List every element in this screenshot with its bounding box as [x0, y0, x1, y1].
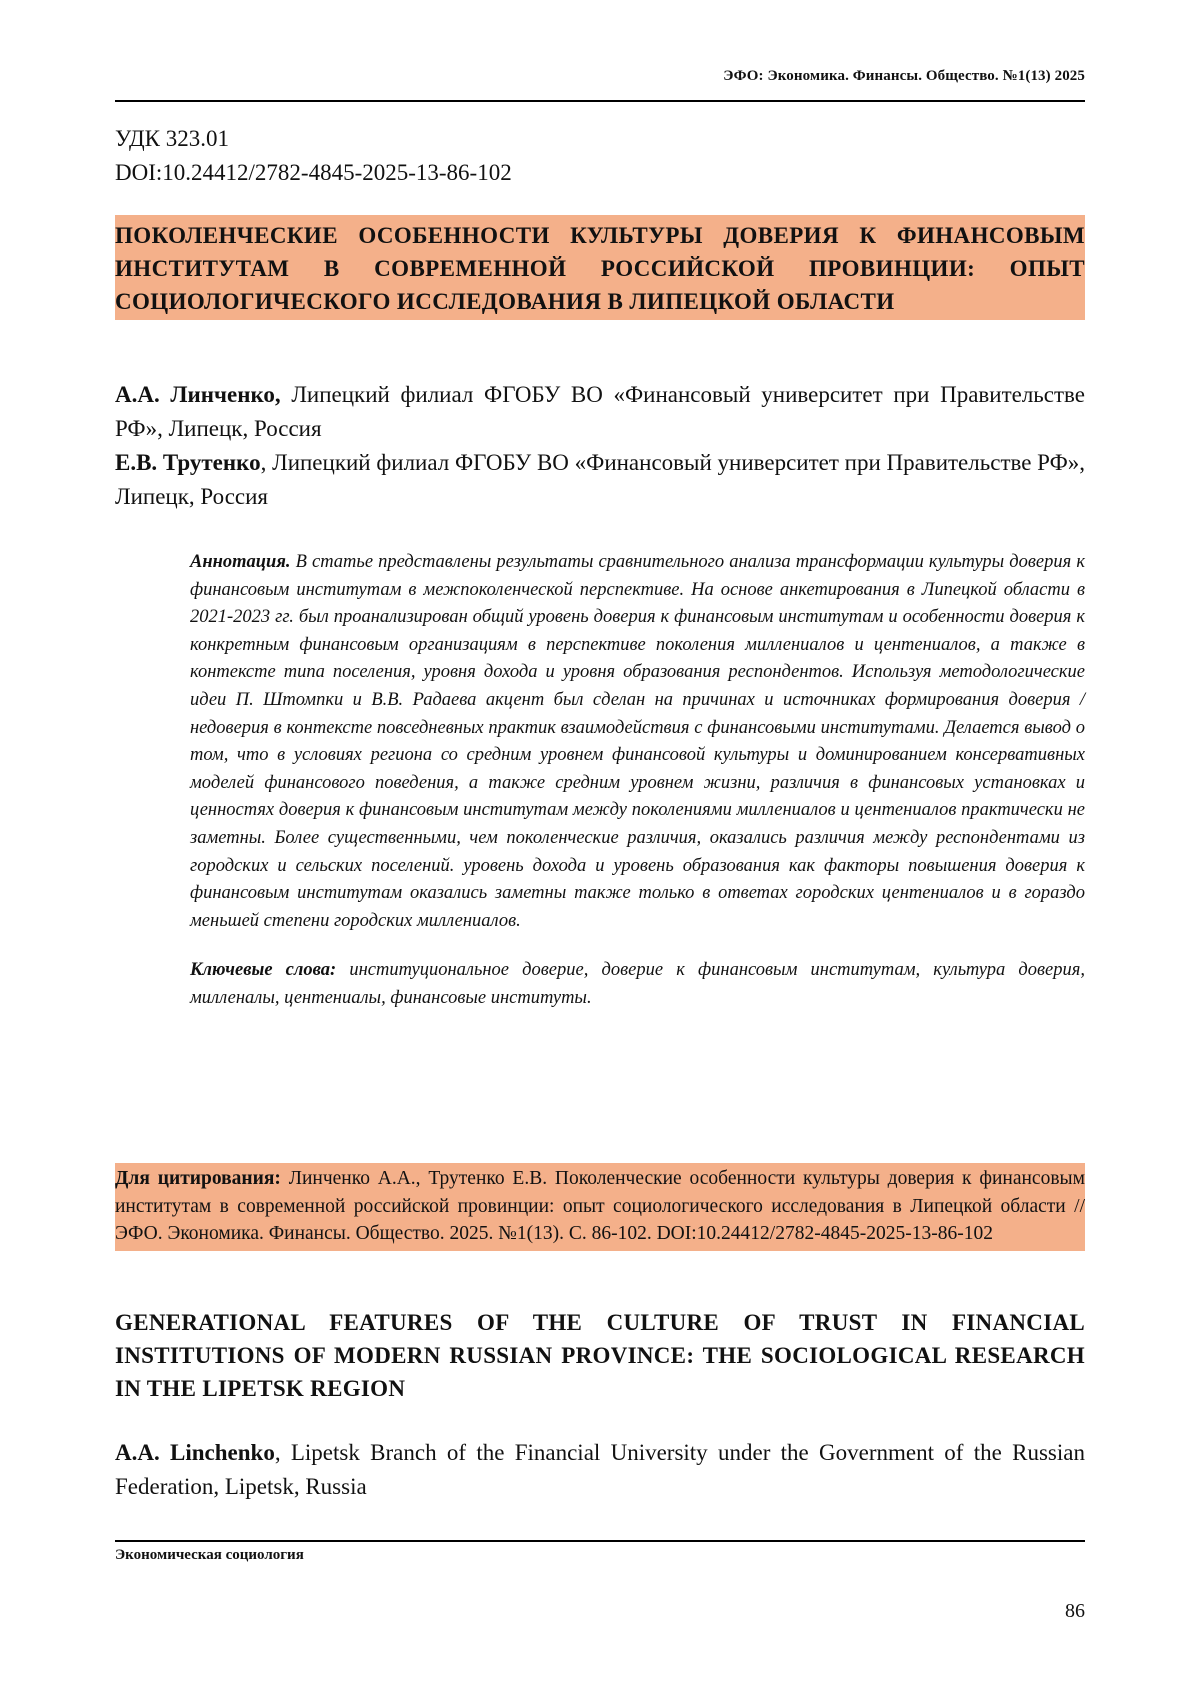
- author-name-en: A.A. Linchenko: [115, 1440, 275, 1465]
- author-affiliation: , Липецкий филиал ФГОБУ ВО «Финансовый университет при Правительстве РФ», Липецк, Россия: [115, 450, 1085, 509]
- author-name: А.А. Линченко,: [115, 382, 281, 407]
- author-affiliation: Липецкий филиал ФГОБУ ВО «Финансовый университет при Правительстве РФ», Липецк, Россия: [115, 382, 1085, 441]
- footer-rule: [115, 1540, 1085, 1542]
- udc-code: УДК 323.01: [115, 122, 512, 156]
- article-title-ru: ПОКОЛЕНЧЕСКИЕ ОСОБЕННОСТИ КУЛЬТУРЫ ДОВЕРИЯ К ФИНАНСОВЫМ ИНСТИТУТАМ В СОВРЕМЕННОЙ РОССИЙСКОЙ ПРОВИНЦИИ: ОПЫТ СОЦИОЛОГИЧЕСКОГО ИССЛЕДОВАНИЯ В ЛИПЕЦКОЙ ОБЛАСТИ: [115, 215, 1085, 320]
- keywords-text: институциональное доверие, доверие к финансовым институтам, культура доверия, милленалы, центениалы, финансовые институты.: [190, 960, 1085, 1008]
- citation-text: Линченко А.А., Трутенко Е.В. Поколенческие особенности культуры доверия к финансовым институтам в современной российской провинции: опыт социологического исследования в Липецкой области // ЭФО. Экономика. Финансы. Общество. 2025. №1(13). С. 86-102. DOI:10.24412/2782-4845-2025-13-86-102: [115, 1168, 1085, 1244]
- journal-running-head: ЭФО: Экономика. Финансы. Общество. №1(13) 2025: [115, 68, 1085, 85]
- section-name: Экономическая социология: [115, 1547, 304, 1564]
- author-name: Е.В. Трутенко: [115, 450, 261, 475]
- authors-ru: [115, 378, 1085, 514]
- citation-block: [115, 1163, 1085, 1251]
- abstract: [190, 549, 1085, 935]
- author-affiliation-en: , Lipetsk Branch of the Financial University under the Government of the Russian Federation, Lipetsk, Russia: [115, 1440, 1085, 1499]
- keywords-label: Ключевые слова:: [190, 960, 336, 980]
- author-en: [115, 1436, 1085, 1504]
- article-title-en: GENERATIONAL FEATURES OF THE CULTURE OF TRUST IN FINANCIAL INSTITUTIONS OF MODERN RUSSIAN PROVINCE: THE SOCIOLOGICAL RESEARCH IN THE LIPETSK REGION: [115, 1306, 1085, 1405]
- identifiers: [115, 122, 512, 190]
- abstract-text: В статье представлены результаты сравнительного анализа трансформации культуры доверия к финансовым институтам в межпоколенческой перспективе. На основе анкетирования в Липецкой области в 2021-2023 гг. был проанализирован общий уровень доверия к финансовым институтам и особенности доверия к конкретным финансовым организациям в перспективе поколения миллениалов и центениалов, а также в контексте типа поселения, уровня дохода и уровня образования респондентов. Используя методологические идеи П. Штомпки и В.В. Радаева акцент был сделан на причинах и источниках формирования доверия / недоверия в контексте повседневных практик взаимодействия с финансовыми институтами. Делается вывод о том, что в условиях региона со средним уровнем финансовой культуры и доминированием консервативных моделей финансового поведения, а также средним уровнем жизни, различия в финансовых установках и ценностях доверия к финансовым институтам между поколениями миллениалов и центениалов практически не заметны. Более существенными, чем поколенческие различия, оказались различия между респондентами из городских и сельских поселений. уровень дохода и уровень образования как факторы повышения доверия к финансовым институтам оказались заметны также только в ответах городских центениалов и в гораздо меньшей степени городских миллениалов.: [190, 552, 1085, 931]
- header-rule: [115, 100, 1085, 102]
- author-entry: [115, 378, 1085, 446]
- abstract-block: [190, 549, 1085, 1013]
- keywords: [190, 957, 1085, 1012]
- page-number: 86: [1065, 1600, 1085, 1623]
- author-entry: [115, 446, 1085, 514]
- abstract-label: Аннотация.: [190, 552, 291, 572]
- citation-label: Для цитирования:: [115, 1168, 281, 1189]
- doi: DOI:10.24412/2782-4845-2025-13-86-102: [115, 156, 512, 190]
